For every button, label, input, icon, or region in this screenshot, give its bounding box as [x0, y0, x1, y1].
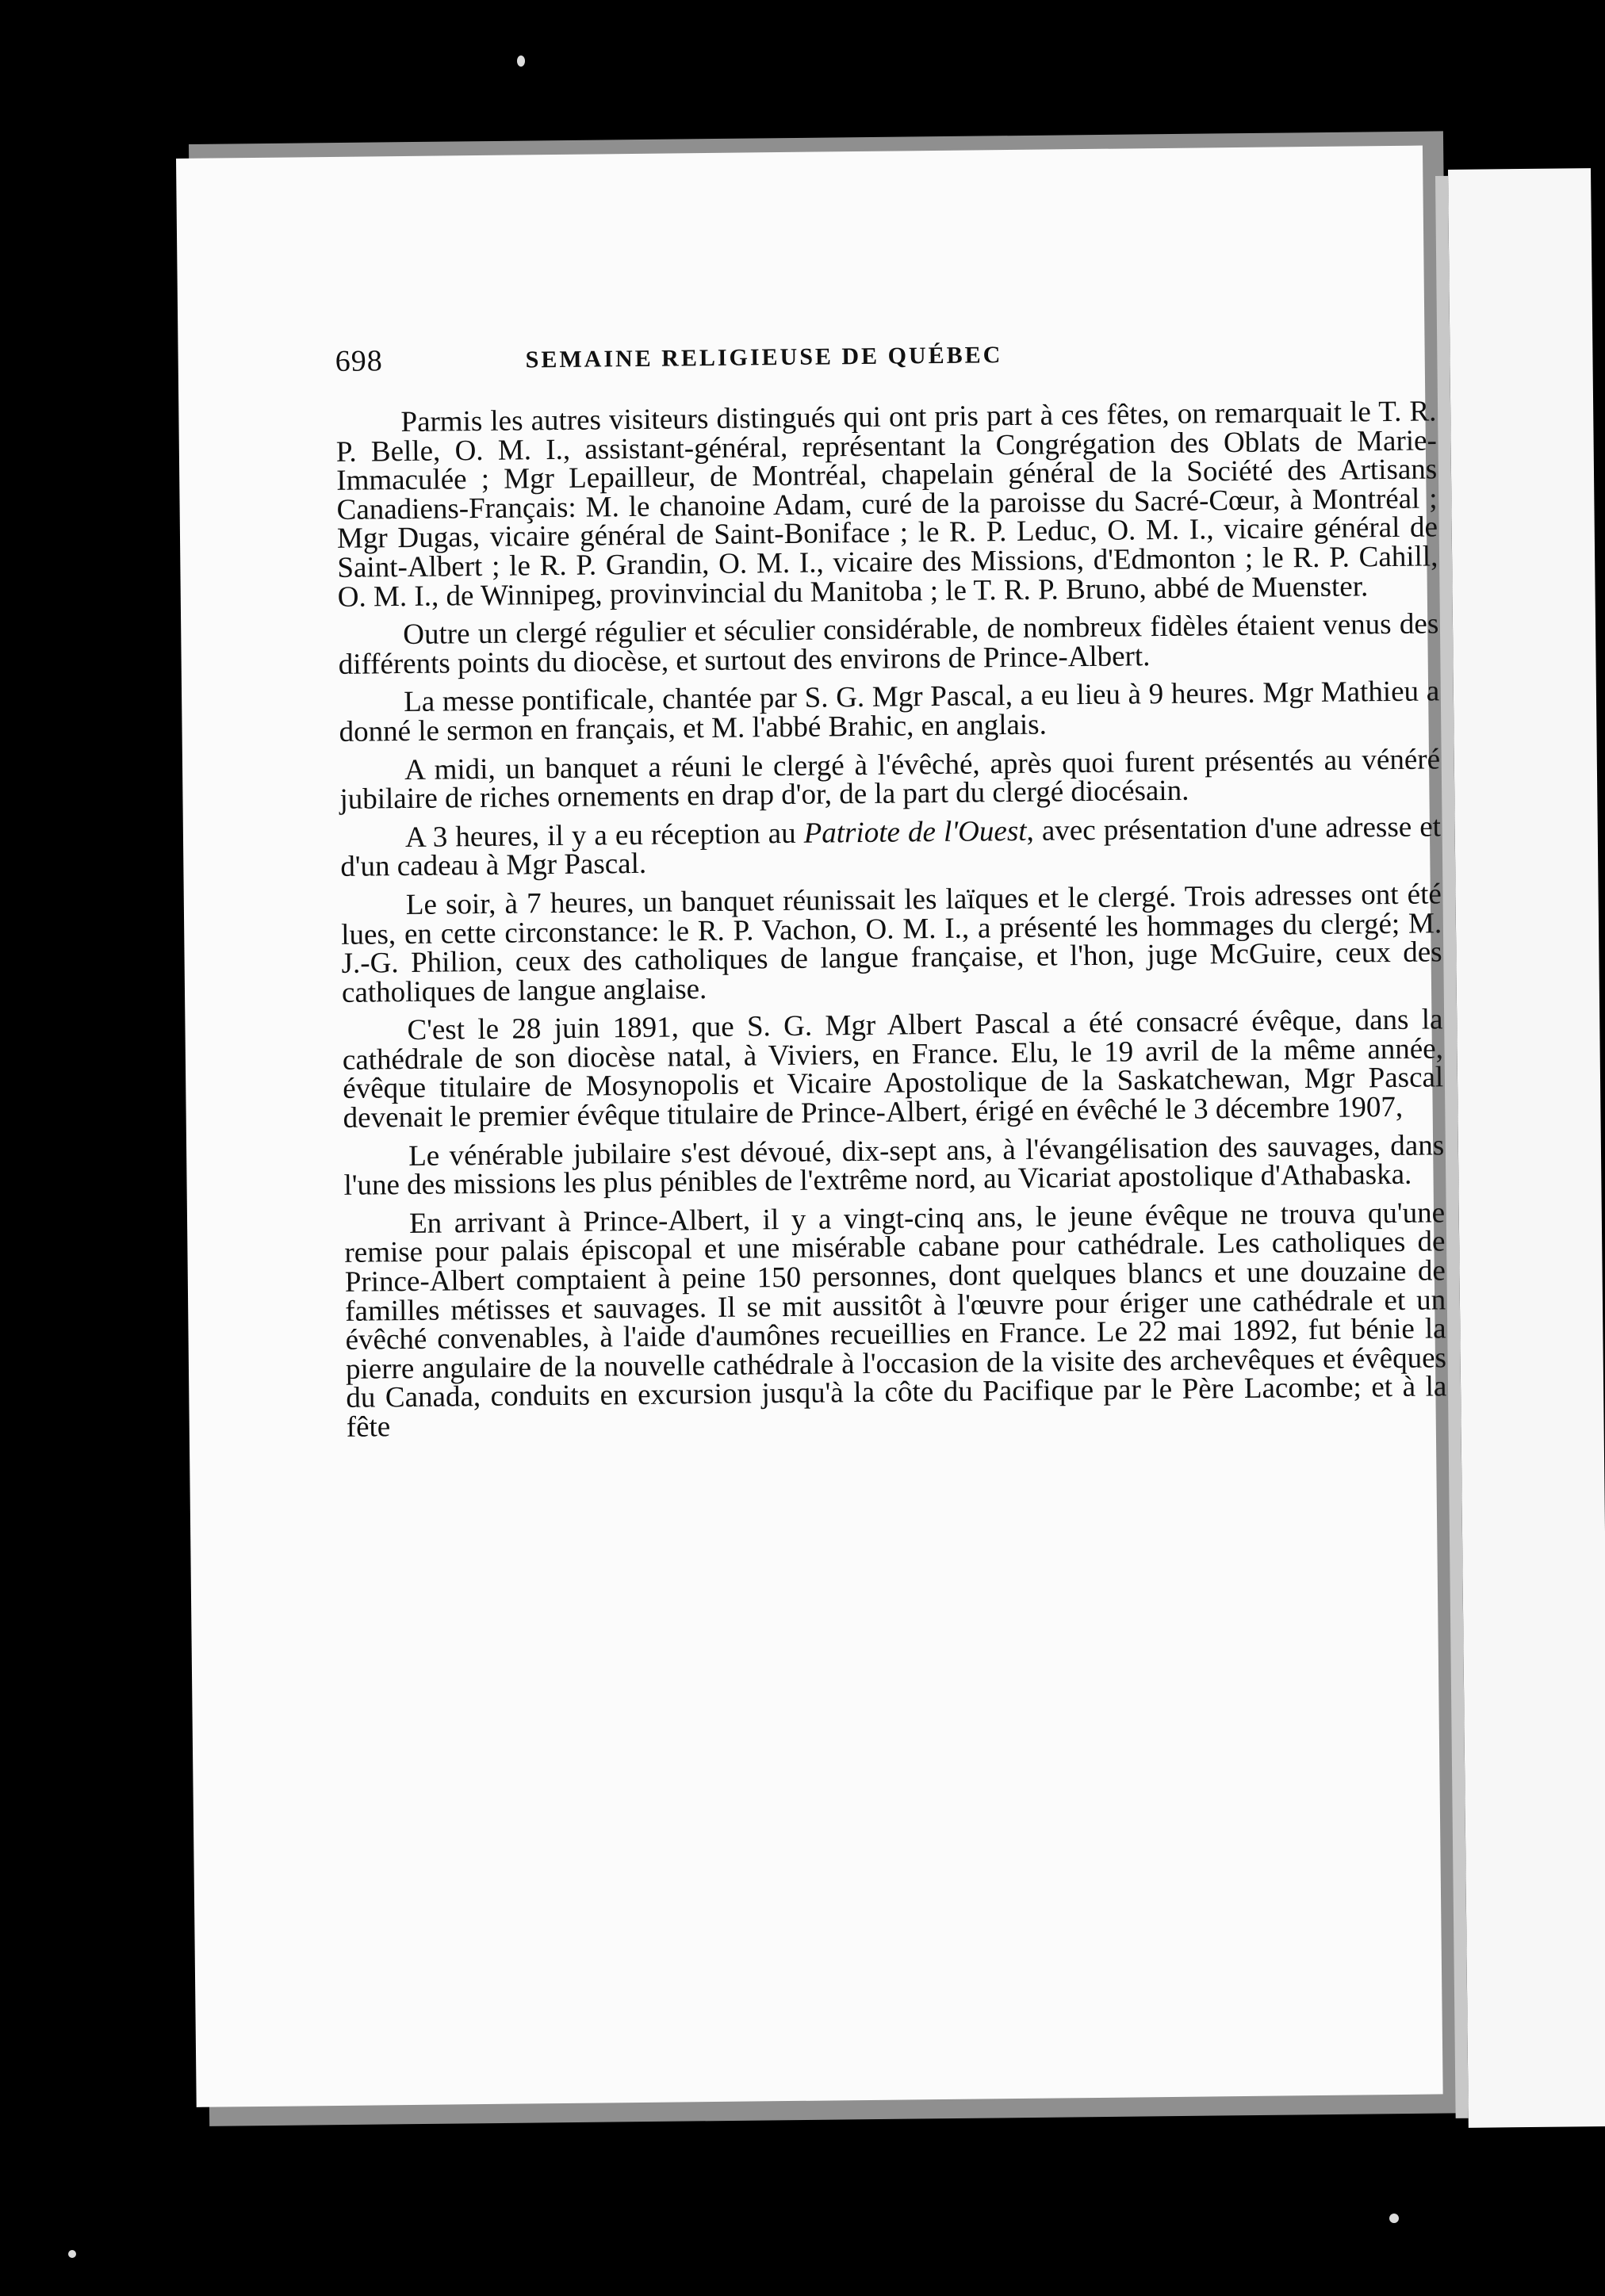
dust-speck: [68, 2250, 76, 2258]
paragraph-text: A 3 heures, il y a eu réception au: [404, 817, 804, 854]
dust-speck: [1389, 2214, 1399, 2223]
document-page: [176, 146, 1447, 2107]
paragraph: Le soir, à 7 heures, un banquet réunissait les laïques et le clergé. Trois adresses ont été lues, en cette circonstance: le R. P. Vachon, O. M. I., a présenté les hommages du clergé; M. J.-G. Philion, ceux des catholiques de langue française, et l'hon, juge McGuire, ceux des catholiques de langue anglaise.: [341, 878, 1442, 1009]
running-header: [335, 334, 1287, 392]
paragraph: C'est le 28 juin 1891, que S. G. Mgr Albert Pascal a été consacré évêque, dans la cathédrale de son diocèse natal, à Viviers, en France. Elu, le 19 avril de la même année, évêque titulaire de Mosynopolis et Vicaire Apostolique de la Saskatchewan, Mgr Pascal devenait le premier évêque titulaire de Prince-Albert, érigé en évêché le 3 décembre 1907,: [342, 1003, 1444, 1135]
paragraph: La messe pontificale, chantée par S. G. Mgr Pascal, a eu lieu à 9 heures. Mgr Mathieu a donné le sermon en français, et M. l'abbé Brahic, en anglais.: [339, 675, 1440, 748]
newspaper-title: Patriote de l'Ouest: [803, 814, 1027, 850]
paragraph: En arrivant à Prince-Albert, il y a vingt-cinq ans, le jeune évêque ne trouva qu'une remise pour palais épiscopal et une misérable cabane pour cathédrale. Les catholiques de Prince-Albert comptaient à peine 150 personnes, dont quelques blancs et une douzaine de familles métisses et sauvages. Il se mit aussitôt à l'œuvre pour ériger une cathédrale et un évêché convenables, à l'aide d'aumônes recueillies en France. Le 22 mai 1892, fut bénie la pierre angulaire de la nouvelle cathédrale à l'occasion de la visite des archevêques et évêques du Canada, conduits en excursion jusqu'à la côte du Pacifique par le Père Lacombe; et à la fête: [344, 1196, 1447, 1444]
paragraph: A midi, un banquet a réuni le clergé à l'évêché, après quoi furent présentés au vénéré jubilaire de riches ornements en drap d'or, de la part du clergé diocésain.: [339, 742, 1441, 817]
dust-speck: [517, 55, 525, 67]
paragraph-text: , avec présentation d'une adresse et d'un cadeau à Mgr Pascal.: [340, 810, 1442, 884]
header-title: SEMAINE RELIGIEUSE DE QUÉBEC: [525, 342, 1003, 373]
paragraph: Outre un clergé régulier et séculier considérable, de nombreux fidèles étaient venus des différents points du diocèse, et surtout des environs de Prince-Albert.: [338, 607, 1439, 681]
paragraph: Parmis les autres visiteurs distingués qui ont pris part à ces fêtes, on remarquait le T. R. P. Belle, O. M. I., assistant-général, représentant la Congrégation des Oblats de Marie-Immaculée ; Mgr Lepailleur, de Montréal, chapelain général de la Société des Artisans Canadiens-Français: M. le chanoine Adam, curé de la paroisse du Sacré-Cœur, à Montréal ; Mgr Dugas, vicaire général de Saint-Boniface ; le R. P. Leduc, O. M. I., vicaire général de Saint-Albert ; le R. P. Grandin, O. M. I., vicaire des Missions, d'Edmonton ; le R. P. Cahill, O. M. I., de Winnipeg, provinvincial du Manitoba ; le T. R. P. Bruno, abbé de Muenster.: [335, 395, 1438, 614]
page-number: 698: [335, 344, 383, 378]
body-text: [335, 397, 1447, 1442]
paragraph: [340, 810, 1442, 884]
paragraph: Le vénérable jubilaire s'est dévoué, dix-sept ans, à l'évangélisation des sauvages, dans l'une des missions les plus pénibles de l'extrême nord, au Vicariat apostolique d'Athabaska.: [343, 1128, 1445, 1203]
facing-page: [1448, 168, 1605, 2128]
